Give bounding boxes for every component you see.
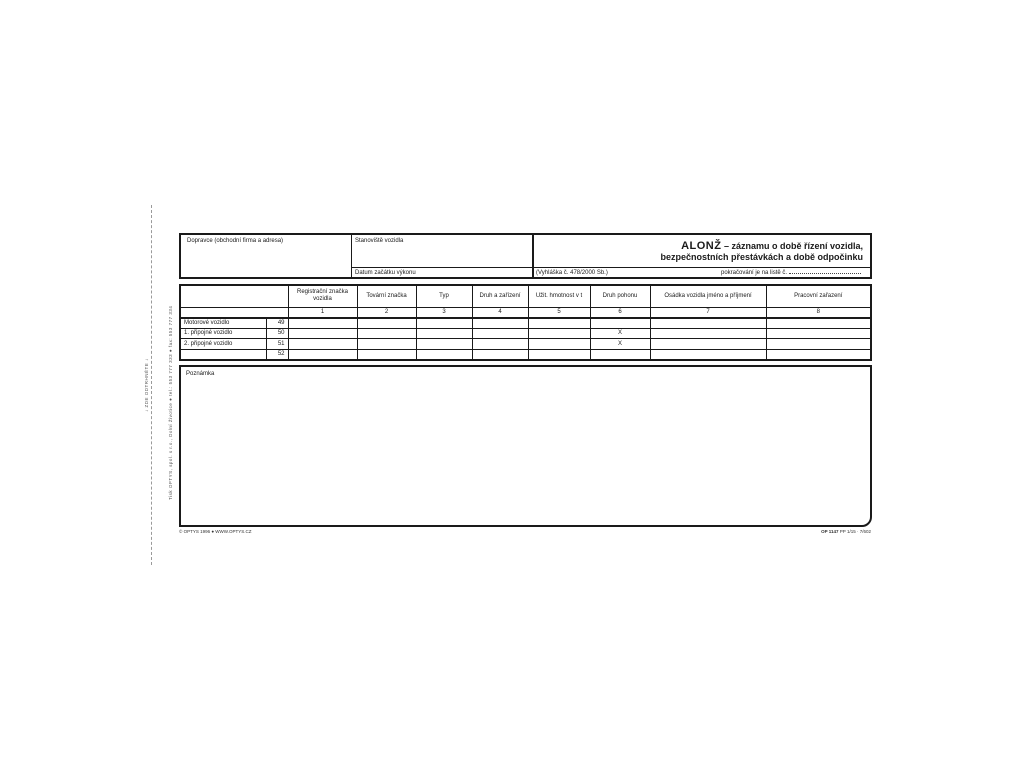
perforation-line — [151, 205, 152, 565]
table-cell[interactable] — [288, 349, 357, 359]
form-title — [537, 239, 863, 263]
table-row — [181, 318, 870, 329]
column-number: 1 — [288, 307, 357, 318]
regulation-label: (Vyhláška č. 478/2000 Sb.) — [536, 270, 608, 276]
divider — [532, 267, 872, 268]
table-cell[interactable] — [288, 318, 357, 329]
table-cell[interactable] — [650, 349, 766, 359]
column-number: 4 — [472, 307, 528, 318]
row-code: 51 — [266, 339, 288, 349]
row-code: 52 — [266, 349, 288, 359]
table-cell[interactable] — [357, 349, 416, 359]
continued-label — [721, 270, 861, 276]
table-cell[interactable] — [288, 339, 357, 349]
table-row — [181, 339, 870, 349]
printer-info-text: Tisk OPTYS, spol. s r.o., Dolní Životice ● tel.: 553 777 333 ● fax: 553 777 334 — [168, 305, 173, 500]
table-cell[interactable] — [766, 318, 870, 329]
table-row — [181, 349, 870, 359]
table-cell[interactable] — [472, 329, 528, 339]
table-cell[interactable] — [766, 329, 870, 339]
drive-cell[interactable]: X — [590, 339, 650, 349]
table-cell[interactable] — [528, 349, 590, 359]
table-cell[interactable] — [766, 349, 870, 359]
row-label: 1. připojné vozidlo — [181, 329, 266, 339]
divider — [351, 235, 352, 277]
table-cell[interactable] — [472, 318, 528, 329]
table-cell[interactable] — [766, 339, 870, 349]
column-header: Druh pohonu — [590, 286, 650, 307]
table-cell[interactable] — [472, 339, 528, 349]
column-header: Pracovní zařazení — [766, 286, 870, 307]
table-cell[interactable] — [650, 329, 766, 339]
header-block — [179, 233, 872, 279]
table-cell[interactable] — [472, 349, 528, 359]
column-header: Osádka vozidla jméno a příjmení — [650, 286, 766, 307]
divider — [532, 235, 534, 277]
column-header: Užit. hmotnost v t — [528, 286, 590, 307]
number-cell-empty — [181, 307, 288, 318]
title-line2: bezpečnostních přestávkách a době odpočinku — [660, 252, 863, 262]
start-date-label: Datum začátku výkonu — [355, 270, 416, 276]
title-rest: – záznamu o době řízení vozidla, — [721, 241, 863, 251]
column-header: Registrační značka vozidla — [288, 286, 357, 307]
drive-cell[interactable] — [590, 349, 650, 359]
row-label — [181, 349, 266, 359]
column-header: Druh a zařízení — [472, 286, 528, 307]
form-version: PP 1/15 · 7/602 — [839, 529, 871, 534]
column-header: Tovární značka — [357, 286, 416, 307]
table-cell[interactable] — [650, 339, 766, 349]
table-cell[interactable] — [416, 349, 472, 359]
table-cell[interactable] — [288, 329, 357, 339]
row-code: 49 — [266, 318, 288, 329]
carrier-label: Dopravce (obchodní firma a adresa) — [187, 238, 284, 244]
drive-cell[interactable] — [590, 318, 650, 329]
header-cell-empty — [181, 286, 288, 307]
column-number-row — [181, 307, 870, 318]
table-cell[interactable] — [416, 318, 472, 329]
table-cell[interactable] — [357, 339, 416, 349]
title-main: ALONŽ — [681, 240, 722, 252]
table-row — [181, 329, 870, 339]
column-header-row — [181, 286, 870, 307]
note-block[interactable] — [179, 365, 872, 527]
form-code: OP 1147 — [821, 529, 839, 534]
footer-form-code — [821, 529, 871, 534]
cut-here-text: ↓ ZDE ODTRHNĚTE ↓ — [144, 358, 149, 412]
divider — [351, 267, 532, 268]
vehicle-table — [179, 284, 872, 361]
table-cell[interactable] — [528, 318, 590, 329]
column-number: 3 — [416, 307, 472, 318]
table-cell[interactable] — [357, 329, 416, 339]
table-cell[interactable] — [650, 318, 766, 329]
column-number: 7 — [650, 307, 766, 318]
footer-copyright: © OPTYS 1996 ● WWW.OPTYS.CZ — [179, 529, 252, 534]
column-number: 6 — [590, 307, 650, 318]
table-cell[interactable] — [416, 339, 472, 349]
table-cell[interactable] — [357, 318, 416, 329]
column-number: 2 — [357, 307, 416, 318]
column-header: Typ — [416, 286, 472, 307]
row-label: Motorové vozidlo — [181, 318, 266, 329]
table-cell[interactable] — [528, 329, 590, 339]
drive-cell[interactable]: X — [590, 329, 650, 339]
row-code: 50 — [266, 329, 288, 339]
column-number: 8 — [766, 307, 870, 318]
table-cell[interactable] — [416, 329, 472, 339]
continued-field[interactable] — [789, 273, 861, 274]
continued-text: pokračování je na listě č. — [721, 270, 788, 276]
table-cell[interactable] — [528, 339, 590, 349]
row-label: 2. připojné vozidlo — [181, 339, 266, 349]
column-number: 5 — [528, 307, 590, 318]
note-label: Poznámka — [186, 371, 215, 377]
station-label: Stanoviště vozidla — [355, 238, 404, 244]
